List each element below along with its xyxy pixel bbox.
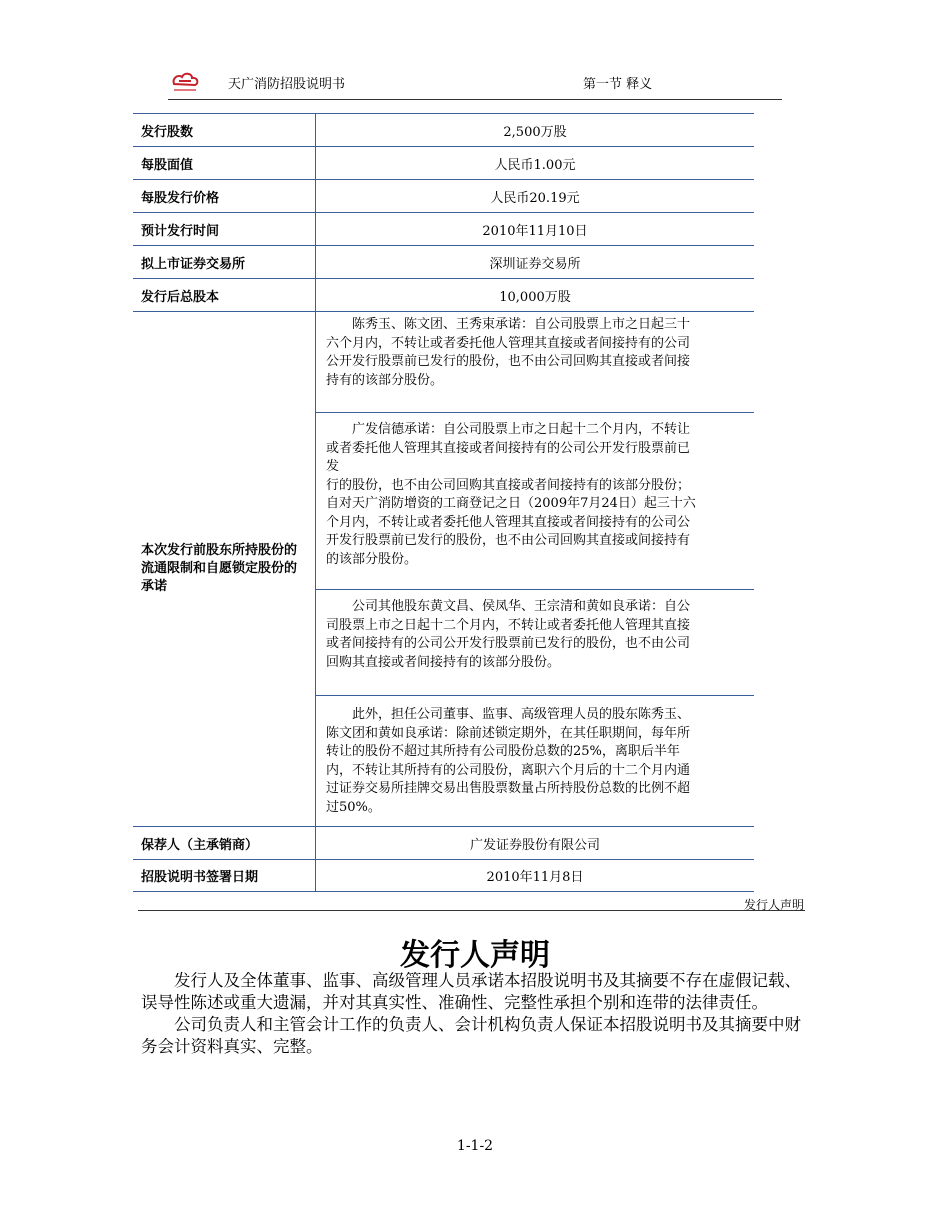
page-number: 1-1-2 [456,1138,494,1154]
row-label: 每股面值 [133,147,316,180]
offering-summary-table [133,113,754,892]
lockup-commitments [316,312,755,827]
row-label: 本次发行前股东所持股份的流通限制和自愿锁定股份的承诺 [133,312,316,827]
header-divider [168,99,782,100]
row-value: 2010年11月10日 [316,213,755,246]
row-value: 2,500万股 [316,114,755,147]
table-row [133,213,754,246]
row-label: 拟上市证券交易所 [133,246,316,279]
table-row [133,279,754,312]
section-title: 发行人声明 [400,938,550,973]
body-paragraph: 发行人及全体董事、监事、高级管理人员承诺本招股说明书及其摘要不存在虚假记载、误导性陈述或重大遗漏，并对其真实性、准确性、完整性承担个别和连带的法律责任。 [141,971,801,1012]
row-value: 广发证券股份有限公司 [316,827,755,860]
row-value: 2010年11月8日 [316,860,755,892]
company-logo [170,70,200,94]
table-row [133,246,754,279]
commitment-paragraph: 此外，担任公司董事、监事、高级管理人员的股东陈秀玉、 陈文团和黄如良承诺：除前述锁定期外，在其任职期间，每年所 转让的股份不超过其所持有公司股份总数的25%，离职后半年 内，不转让其所持有的公司股份，离职六个月后的十二个月内通 过证券交易所挂牌交易出售股票数量占所持股份总数的比例不超 过50%。 [326,707,691,815]
commitment-paragraph: 广发信德承诺：自公司股票上市之日起十二个月内，不转让 或者委托他人管理其直接或者间接持有的公司公开发行股票前已 发 行的股份，也不由公司回购其直接或者间接持有的该部分股份； 自对天广消防增资的工商登记之日（2009年7月24日）起三十六 个月内，不转让或者委托他人管理其直接或者间接持有的公司公 开发行股票前已发行的股份，也不由公司回购其直接或间接持有 的该部分股份。 [316,413,754,590]
row-label: 预计发行时间 [133,213,316,246]
header-title: 天广消防招股说明书 [228,77,346,92]
table-row [133,827,754,860]
section-divider [138,910,805,911]
row-label: 保荐人（主承销商） [133,827,316,860]
table-row [133,147,754,180]
table-row [133,860,754,892]
body-paragraph: 公司负责人和主管会计工作的负责人、会计机构负责人保证本招股说明书及其摘要中财务会计资料真实、完整。 [141,1015,801,1056]
row-label: 发行股数 [133,114,316,147]
lockup-row [133,312,754,827]
row-label: 招股说明书签署日期 [133,860,316,892]
header-section: 第一节 释义 [583,77,653,92]
row-value: 10,000万股 [316,279,755,312]
commitment-paragraph: 陈秀玉、陈文团、王秀束承诺：自公司股票上市之日起三十 六个月内，不转让或者委托他人管理其直接或者间接持有的公司 公开发行股票前已发行的股份，也不由公司回购其直接或者间接 持有的该部分股份。 [316,312,754,413]
commitment-paragraph: 公司其他股东黄文昌、侯凤华、王宗清和黄如良承诺：自公 司股票上市之日起十二个月内，不转让或者委托他人管理其直接 或者间接持有的公司公开发行股票前已发行的股份，也不由公司 回购其直接或者间接持有的该部分股份。 [316,590,754,696]
running-header: 发行人声明 [743,898,804,912]
table-row [133,114,754,147]
row-label: 发行后总股本 [133,279,316,312]
row-value: 深圳证券交易所 [316,246,755,279]
row-value: 人民币1.00元 [316,147,755,180]
row-value: 人民币20.19元 [316,180,755,213]
declaration-body [141,970,803,1058]
row-label: 每股发行价格 [133,180,316,213]
table-row [133,180,754,213]
